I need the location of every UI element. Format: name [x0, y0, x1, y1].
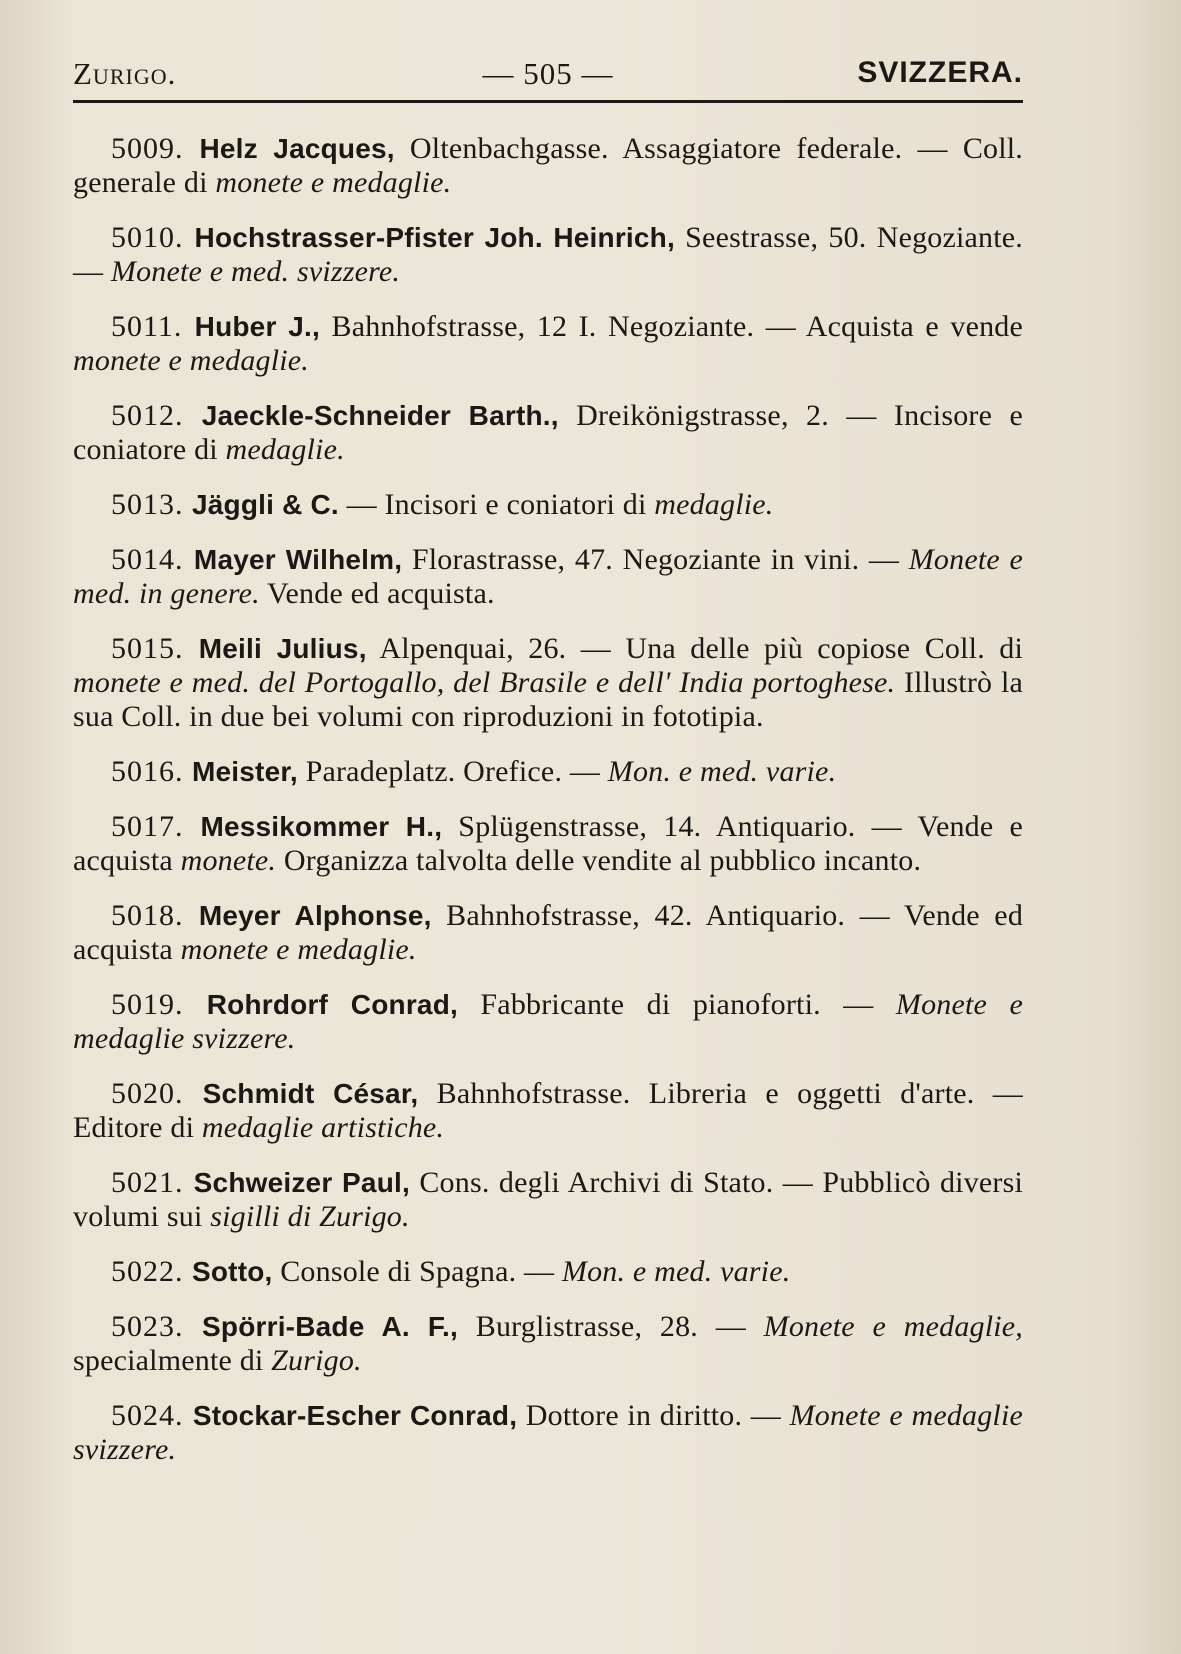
entry-number: 5009. — [111, 132, 200, 165]
italic-text: monete e medaglie. — [215, 166, 452, 199]
entry-number: 5016. — [111, 755, 192, 788]
entry-5010 — [73, 221, 1023, 289]
entry-5015 — [73, 632, 1023, 734]
entry-list — [73, 132, 1023, 1488]
entry-name: Jäggli & C. — [192, 489, 339, 520]
italic-text: monete e medaglie. — [73, 344, 310, 377]
entry-name: Schmidt César, — [202, 1078, 419, 1109]
page-number: — 505 — — [482, 56, 614, 91]
italic-text: Zurigo. — [271, 1344, 362, 1377]
entry-number: 5015. — [111, 632, 199, 665]
entry-5017 — [73, 810, 1023, 878]
running-header — [73, 48, 1023, 98]
entry-number: 5010. — [111, 221, 195, 254]
entry-text: Organizza talvolta delle vendite al pubblico incanto. — [276, 844, 922, 877]
entry-5019 — [73, 988, 1023, 1056]
entry-number: 5013. — [111, 488, 192, 521]
entry-text: Dreikönigstrasse, 2. — Incisore e coniatore di — [73, 399, 1024, 466]
entry-text: Paradeplatz. Orefice. — — [297, 755, 608, 788]
entry-text: Bahnhofstrasse, 42. Antiquario. — Vende ed acquista — [73, 899, 1024, 966]
entry-text: Cons. degli Archivi di Stato. — Pubblicò diversi volumi sui — [73, 1166, 1024, 1233]
entry-name: Meister, — [192, 756, 298, 787]
entry-text: Console di Spagna. — — [272, 1255, 562, 1288]
italic-text: monete e medaglie. — [180, 933, 417, 966]
header-city: Zurigo. — [73, 56, 177, 91]
italic-text: monete. — [180, 844, 277, 877]
entry-text: Alpenquai, 26. — Una delle più copiose Coll. di — [366, 632, 1024, 665]
italic-text: Monete e medaglie svizzere. — [73, 988, 1023, 1055]
entry-5009 — [73, 132, 1023, 200]
entry-name: Huber J., — [194, 311, 321, 342]
entry-text: — Incisori e coniatori di — [338, 488, 655, 521]
entry-5021 — [73, 1166, 1023, 1234]
entry-text: Burglistrasse, 28. — — [458, 1310, 764, 1343]
entry-number: 5019. — [111, 988, 207, 1021]
entry-5018 — [73, 899, 1023, 967]
entry-text: Bahnhofstrasse, 12 I. Negoziante. — Acquista e vende — [320, 310, 1024, 343]
entry-number: 5018. — [111, 899, 199, 932]
entry-name: Stockar-Escher Conrad, — [192, 1400, 518, 1431]
entry-number: 5020. — [111, 1077, 203, 1110]
entry-5024 — [73, 1399, 1023, 1467]
entry-text: Illustrò la sua Coll. in due bei volumi con riproduzioni in fototipia. — [73, 666, 1023, 733]
entry-name: Messikommer H., — [200, 811, 443, 842]
entry-5020 — [73, 1077, 1023, 1145]
entry-number: 5023. — [111, 1310, 203, 1343]
entry-5016 — [73, 755, 1023, 789]
italic-text: monete e med. del Portogallo, del Brasile e dell' India portoghese. — [73, 666, 896, 699]
entry-name: Jaeckle-Schneider Barth., — [201, 400, 559, 431]
entry-name: Spörri-Bade A. F., — [202, 1311, 459, 1342]
entry-text: Vende ed acquista. — [259, 577, 495, 610]
entry-5011 — [73, 310, 1023, 378]
entry-name: Sotto, — [192, 1256, 273, 1287]
entry-number: 5024. — [111, 1399, 193, 1432]
entry-name: Meili Julius, — [198, 633, 367, 664]
entry-number: 5022. — [111, 1255, 192, 1288]
entry-description — [273, 1255, 791, 1288]
entry-name: Hochstrasser-Pfister Joh. Heinrich, — [194, 222, 675, 253]
header-country: SVIZZERA. — [857, 56, 1023, 89]
entry-name: Mayer Wilhelm, — [193, 544, 403, 575]
entry-description — [298, 755, 836, 788]
entry-description — [339, 488, 774, 521]
entry-5013 — [73, 488, 1023, 522]
italic-text: Monete e med. in genere. — [73, 543, 1024, 610]
entry-text: Splügenstrasse, 14. Antiquario. — Vende e acquista — [73, 810, 1024, 877]
italic-text: Mon. e med. varie. — [561, 1255, 791, 1288]
entry-text: Florastrasse, 47. Negoziante in vini. — — [402, 543, 909, 576]
entry-text: Dottore in diritto. — — [517, 1399, 790, 1432]
entry-number: 5017. — [111, 810, 201, 843]
entry-name: Meyer Alphonse, — [198, 900, 432, 931]
entry-text: specialmente di — [73, 1344, 272, 1377]
entry-text: Seestrasse, 50. Negoziante. — — [73, 221, 1024, 288]
entry-text: Oltenbachgasse. Assaggiatore federale. — Coll. generale di — [73, 132, 1024, 199]
entry-name: Schweizer Paul, — [193, 1167, 410, 1198]
italic-text: Monete e medaglie svizzere. — [73, 1399, 1024, 1466]
header-rule — [73, 100, 1023, 103]
entry-number: 5012. — [111, 399, 202, 432]
entry-text: Bahnhofstrasse. Libreria e oggetti d'arte. — Editore di — [73, 1077, 1023, 1144]
italic-text: Mon. e med. varie. — [607, 755, 837, 788]
italic-text: Monete e medaglie, — [763, 1310, 1024, 1343]
entry-number: 5011. — [111, 310, 195, 343]
entry-5012 — [73, 399, 1023, 467]
entry-name: Rohrdorf Conrad, — [206, 989, 458, 1020]
entry-5014 — [73, 543, 1023, 611]
italic-text: medaglie. — [225, 433, 345, 466]
italic-text: sigilli di Zurigo. — [210, 1200, 410, 1233]
italic-text: medaglie. — [654, 488, 774, 521]
entry-5023 — [73, 1310, 1023, 1378]
entry-number: 5014. — [111, 543, 194, 576]
entry-number: 5021. — [111, 1166, 194, 1199]
entry-5022 — [73, 1255, 1023, 1289]
italic-text: Monete e med. svizzere. — [110, 255, 401, 288]
entry-name: Helz Jacques, — [199, 133, 395, 164]
entry-text: Fabbricante di pianoforti. — — [457, 988, 896, 1021]
italic-text: medaglie artistiche. — [201, 1111, 445, 1144]
